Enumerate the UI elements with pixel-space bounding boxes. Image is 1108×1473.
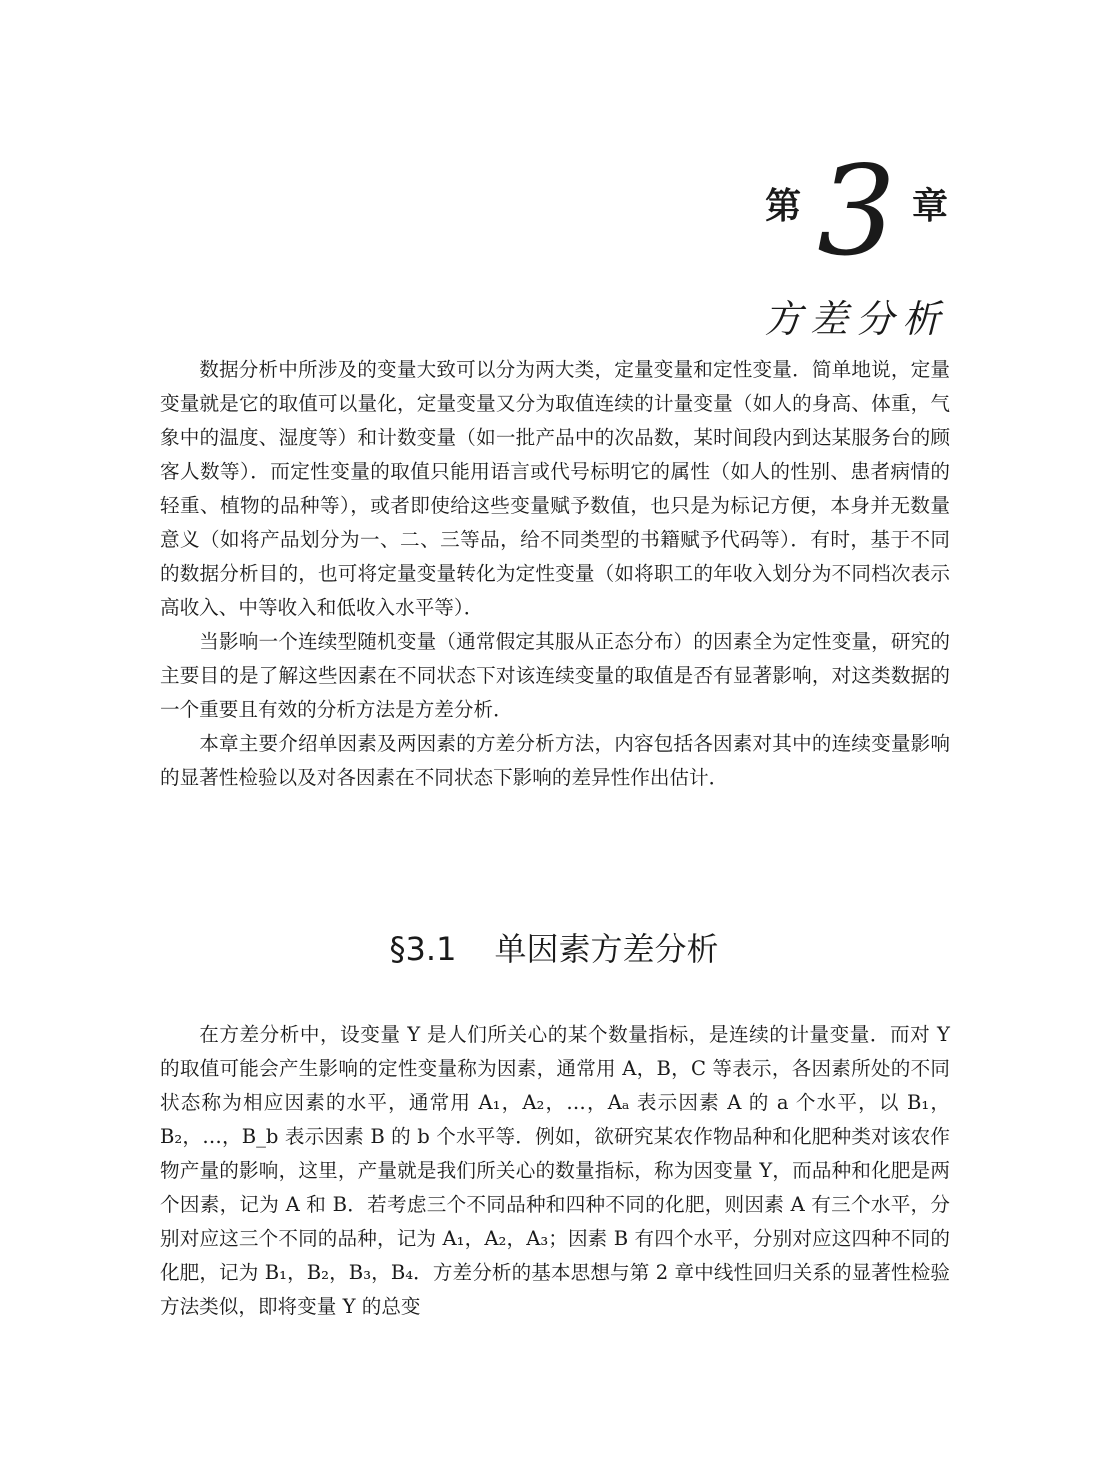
intro-paragraph-3: 本章主要介绍单因素及两因素的方差分析方法，内容包括各因素对其中的连续变量影响的显著性检验以及对各因素在不同状态下影响的差异性作出估计． <box>160 732 950 789</box>
intro-paragraph-2: 当影响一个连续型随机变量（通常假定其服从正态分布）的因素全为定性变量，研究的主要目的是了解这些因素在不同状态下对该连续变量的取值是否有显著影响，对这类数据的一个重要且有效的分析方法是方差分析． <box>160 630 950 721</box>
chapter-title: 方差分析 <box>763 297 948 341</box>
section-title: 单因素方差分析 <box>494 930 719 968</box>
chapter-heading <box>765 140 948 284</box>
chapter-prefix: 第 <box>765 186 802 228</box>
section-paragraph: 在方差分析中，设变量 Y 是人们所关心的某个数量指标，是连续的计量变量．而对 Y 的取值可能会产生影响的定性变量称为因素，通常用 A，B，C 等表示，各因素所处的不同状态称为相应因素的水平，通常用 A₁，A₂，…，Aₐ 表示因素 A 的 a 个水平，以 B₁，B₂，…，B_b 表示因素 B 的 b 个水平等．例如，欲研究某农作物品种和化肥种类对该农作物产量的影响，这里，产量就是我们所关心的数量指标，称为因变量 Y，而品种和化肥是两个因素，记为 A 和 B．若考虑三个不同品种和四种不同的化肥，则因素 A 有三个水平，分别对应这三个不同的品种，记为 A₁，A₂，A₃；因素 B 有四个水平，分别对应这四种不同的化肥，记为 B₁，B₂，B₃，B₄．方差分析的基本思想与第 2 章中线性回归关系的显著性检验方法类似，即将变量 Y 的总变 <box>160 1023 950 1318</box>
section-body <box>160 1018 950 1324</box>
chapter-suffix: 章 <box>911 186 948 228</box>
intro-paragraph-1: 数据分析中所涉及的变量大致可以分为两大类，定量变量和定性变量．简单地说，定量变量就是它的取值可以量化，定量变量又分为取值连续的计量变量（如人的身高、体重，气象中的温度、湿度等）和计数变量（如一批产品中的次品数，某时间段内到达某服务台的顾客人数等）．而定性变量的取值只能用语言或代号标明它的属性（如人的性别、患者病情的轻重、植物的品种等），或者即使给这些变量赋予数值，也只是为标记方便，本身并无数量意义（如将产品划分为一、二、三等品，给不同类型的书籍赋予代码等）．有时，基于不同的数据分析目的，也可将定量变量转化为定性变量（如将职工的年收入划分为不同档次表示高收入、中等收入和低收入水平等）． <box>160 358 950 619</box>
section-number: §3.1 <box>389 930 457 968</box>
section-heading <box>0 924 1108 970</box>
chapter-intro <box>160 353 950 795</box>
chapter-number: 3 <box>817 140 896 284</box>
